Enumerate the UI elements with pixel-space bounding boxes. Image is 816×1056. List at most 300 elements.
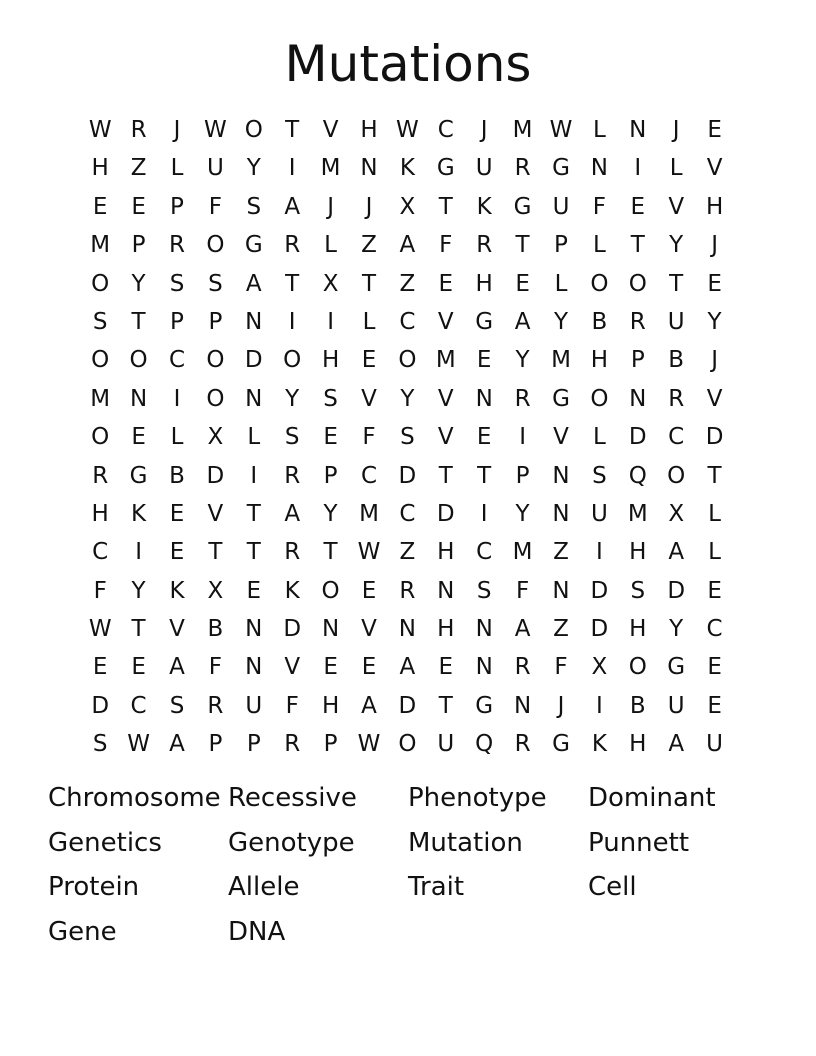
grid-letter: F xyxy=(285,692,299,719)
grid-letter: R xyxy=(399,577,416,604)
grid-letter: Y xyxy=(707,308,722,335)
grid-letter: W xyxy=(396,117,419,143)
grid-letter: V xyxy=(207,500,224,527)
grid-letter: X xyxy=(322,270,339,297)
grid-letter: L xyxy=(708,539,721,566)
grid-letter: D xyxy=(206,462,225,489)
grid-letter: D xyxy=(590,616,609,643)
grid-letter: I xyxy=(173,385,181,412)
grid-letter: Y xyxy=(323,500,338,527)
grid-letter: O xyxy=(206,385,225,412)
grid-letter: N xyxy=(552,462,570,489)
grid-letter: G xyxy=(513,193,532,220)
grid-letter: N xyxy=(398,616,416,643)
grid-letter: H xyxy=(437,539,455,566)
grid-letter: I xyxy=(480,500,488,527)
grid-letter: T xyxy=(477,462,492,489)
grid-letter: C xyxy=(168,347,186,374)
grid-letter: K xyxy=(591,731,607,758)
grid-letter: V xyxy=(437,308,454,335)
grid-letter: E xyxy=(131,193,146,220)
grid-letter: G xyxy=(475,308,494,335)
grid-letter: R xyxy=(514,654,531,681)
grid-letter: F xyxy=(208,193,222,220)
grid-letter: U xyxy=(706,731,723,758)
grid-letter: N xyxy=(513,692,532,719)
grid-letter: T xyxy=(246,539,261,566)
grid-letter: H xyxy=(437,616,455,643)
grid-letter: Z xyxy=(553,539,569,566)
grid-letter: O xyxy=(91,424,110,451)
grid-letter: N xyxy=(245,654,263,681)
grid-letter: S xyxy=(246,193,262,220)
grid-letter: L xyxy=(708,500,721,527)
word-list-item: Genotype xyxy=(228,827,355,858)
grid-letter: R xyxy=(169,232,185,259)
grid-letter: P xyxy=(131,232,146,259)
grid-letter: W xyxy=(357,731,381,758)
grid-letter: O xyxy=(628,270,647,297)
grid-letter: Y xyxy=(515,347,530,374)
grid-letter: V xyxy=(361,385,377,412)
grid-row xyxy=(81,380,734,418)
grid-letter: H xyxy=(629,539,647,566)
grid-letter: D xyxy=(667,577,686,604)
grid-letter: L xyxy=(362,308,376,335)
grid-letter: P xyxy=(208,308,223,335)
grid-letter: D xyxy=(436,500,455,527)
grid-letter: T xyxy=(669,270,684,297)
grid-letter: K xyxy=(399,155,415,182)
grid-letter: F xyxy=(93,577,107,604)
grid-letter: M xyxy=(551,347,571,374)
grid-letter: N xyxy=(629,117,647,143)
grid-letter: S xyxy=(169,270,185,297)
grid-letter: T xyxy=(707,462,722,489)
grid-letter: J xyxy=(365,193,373,220)
grid-letter: J xyxy=(557,692,565,719)
grid-letter: S xyxy=(400,424,415,451)
grid-letter: N xyxy=(552,500,570,527)
grid-row xyxy=(81,648,734,686)
grid-letter: M xyxy=(435,347,456,374)
grid-letter: P xyxy=(170,308,184,335)
word-list-item: Cell xyxy=(588,872,637,902)
grid-row xyxy=(81,418,734,456)
grid-letter: C xyxy=(92,539,109,566)
grid-letter: O xyxy=(590,270,609,297)
grid-letter: C xyxy=(476,539,493,566)
grid-letter: X xyxy=(207,577,224,604)
grid-letter: O xyxy=(398,347,417,374)
grid-letter: T xyxy=(515,232,530,259)
grid-letter: V xyxy=(553,424,569,451)
grid-letter: P xyxy=(554,232,568,259)
grid-letter: E xyxy=(707,692,722,719)
grid-letter: V xyxy=(169,616,185,643)
grid-letter: G xyxy=(436,155,455,182)
grid-row xyxy=(81,149,734,187)
grid-letter: L xyxy=(592,117,606,143)
grid-row xyxy=(81,265,734,303)
grid-letter: I xyxy=(288,308,296,335)
grid-letter: G xyxy=(552,155,570,182)
grid-letter: F xyxy=(439,232,453,259)
grid-letter: Z xyxy=(399,539,416,566)
grid-letter: Z xyxy=(130,155,147,182)
grid-letter: J xyxy=(711,232,718,259)
grid-letter: R xyxy=(284,232,301,259)
word-list-item: Mutation xyxy=(408,827,523,858)
grid-letter: J xyxy=(173,117,181,143)
grid-letter: T xyxy=(246,500,261,527)
grid-letter: L xyxy=(592,232,606,259)
grid-letter: W xyxy=(357,539,381,566)
grid-letter: Y xyxy=(285,385,300,412)
grid-letter: O xyxy=(628,654,647,681)
grid-letter: S xyxy=(92,308,108,335)
grid-letter: T xyxy=(361,270,377,297)
grid-letter: E xyxy=(707,117,722,143)
grid-letter: O xyxy=(206,232,225,259)
grid-letter: I xyxy=(595,692,603,719)
grid-letter: D xyxy=(398,692,417,719)
grid-letter: Z xyxy=(361,232,377,259)
grid-row xyxy=(81,610,734,648)
grid-letter: H xyxy=(91,155,109,182)
grid-letter: A xyxy=(668,731,685,758)
grid-letter: L xyxy=(592,424,606,451)
grid-letter: C xyxy=(130,692,147,719)
grid-letter: P xyxy=(208,731,223,758)
grid-letter: W xyxy=(204,117,227,143)
grid-letter: O xyxy=(398,731,417,758)
grid-letter: T xyxy=(131,308,146,335)
grid-letter: N xyxy=(590,155,608,182)
grid-letter: H xyxy=(705,193,724,220)
grid-letter: O xyxy=(321,577,340,604)
grid-letter: N xyxy=(245,385,263,412)
grid-letter: G xyxy=(129,462,148,489)
grid-letter: R xyxy=(514,385,531,412)
grid-letter: U xyxy=(667,308,685,335)
grid-letter: L xyxy=(324,232,337,259)
grid-letter: P xyxy=(630,347,645,374)
grid-letter: F xyxy=(362,424,376,451)
grid-letter: R xyxy=(207,692,224,719)
grid-letter: G xyxy=(552,385,570,412)
grid-letter: T xyxy=(630,232,645,259)
grid-letter: S xyxy=(92,731,108,758)
grid-letter: E xyxy=(515,270,530,297)
grid-letter: H xyxy=(321,692,340,719)
grid-letter: E xyxy=(361,577,377,604)
word-list-row xyxy=(48,823,768,868)
grid-letter: E xyxy=(707,270,722,297)
grid-letter: E xyxy=(323,654,338,681)
grid-letter: U xyxy=(206,155,224,182)
grid-letter: N xyxy=(360,155,378,182)
grid-letter: A xyxy=(514,616,531,643)
grid-letter: W xyxy=(549,117,573,143)
grid-letter: D xyxy=(628,424,647,451)
word-list-item: Gene xyxy=(48,916,117,947)
grid-letter: H xyxy=(475,270,493,297)
grid-letter: N xyxy=(245,616,263,643)
grid-letter: S xyxy=(208,270,223,297)
grid-letter: H xyxy=(590,347,609,374)
grid-letter: C xyxy=(706,616,723,643)
grid-letter: K xyxy=(476,193,492,220)
grid-letter: P xyxy=(323,462,338,489)
grid-letter: O xyxy=(206,347,225,374)
grid-letter: D xyxy=(398,462,417,489)
grid-letter: M xyxy=(320,155,341,182)
grid-letter: C xyxy=(360,462,378,489)
grid-letter: N xyxy=(629,385,647,412)
grid-letter: N xyxy=(437,577,455,604)
grid-letter: E xyxy=(438,270,454,297)
grid-letter: L xyxy=(170,155,184,182)
grid-letter: P xyxy=(246,731,261,758)
grid-letter: L xyxy=(170,424,184,451)
word-list-row xyxy=(48,867,768,912)
grid-letter: E xyxy=(707,654,722,681)
grid-letter: A xyxy=(668,539,685,566)
grid-letter: C xyxy=(399,500,416,527)
grid-letter: R xyxy=(284,462,301,489)
grid-letter: E xyxy=(438,654,454,681)
grid-letter: D xyxy=(590,577,609,604)
grid-letter: E xyxy=(361,654,377,681)
word-list-item: Genetics xyxy=(48,827,162,858)
grid-letter: B xyxy=(207,616,224,643)
grid-letter: S xyxy=(592,462,607,489)
grid-letter: Q xyxy=(628,462,647,489)
grid-letter: R xyxy=(476,232,493,259)
grid-letter: A xyxy=(284,500,301,527)
grid-letter: O xyxy=(244,117,263,143)
grid-letter: V xyxy=(706,155,723,182)
grid-letter: H xyxy=(321,347,340,374)
grid-letter: B xyxy=(591,308,608,335)
grid-letter: E xyxy=(246,577,262,604)
grid-letter: M xyxy=(627,500,648,527)
grid-letter: I xyxy=(135,539,142,566)
grid-letter: L xyxy=(669,155,683,182)
grid-letter: E xyxy=(630,193,646,220)
grid-letter: F xyxy=(554,654,568,681)
word-list-item: Punnett xyxy=(588,827,690,858)
grid-letter: I xyxy=(595,539,603,566)
grid-letter: K xyxy=(169,577,185,604)
grid-letter: C xyxy=(668,424,685,451)
grid-letter: Z xyxy=(399,270,416,297)
word-list xyxy=(48,778,768,956)
grid-letter: Y xyxy=(400,385,415,412)
grid-letter: R xyxy=(629,308,646,335)
grid-letter: Y xyxy=(515,500,530,527)
grid-letter: E xyxy=(169,539,185,566)
grid-letter: N xyxy=(475,654,493,681)
grid-letter: D xyxy=(283,616,302,643)
grid-letter: F xyxy=(208,654,222,681)
word-list-item: Allele xyxy=(228,872,300,902)
grid-letter: V xyxy=(322,117,339,143)
grid-row xyxy=(81,533,734,571)
grid-letter: V xyxy=(437,385,454,412)
grid-letter: T xyxy=(131,616,146,643)
grid-letter: H xyxy=(629,731,647,758)
grid-letter: N xyxy=(321,616,340,643)
grid-letter: J xyxy=(327,193,334,220)
grid-letter: I xyxy=(634,155,642,182)
grid-letter: E xyxy=(131,424,146,451)
grid-letter: Y xyxy=(131,270,146,297)
grid-letter: A xyxy=(361,692,377,719)
grid-letter: C xyxy=(437,117,454,143)
grid-letter: X xyxy=(668,500,685,527)
word-list-item: Recessive xyxy=(228,783,357,813)
grid-letter: G xyxy=(552,731,570,758)
grid-letter: E xyxy=(169,500,185,527)
grid-letter: M xyxy=(90,232,111,259)
grid-letter: E xyxy=(361,347,377,374)
grid-letter: U xyxy=(590,500,608,527)
grid-letter: A xyxy=(399,232,416,259)
grid-letter: X xyxy=(591,654,608,681)
grid-letter: O xyxy=(91,270,110,297)
grid-letter: T xyxy=(208,539,223,566)
grid-letter: P xyxy=(170,193,184,220)
grid-letter: K xyxy=(284,577,300,604)
grid-letter: V xyxy=(668,193,685,220)
grid-letter: P xyxy=(323,731,338,758)
grid-letter: R xyxy=(514,731,531,758)
grid-letter: I xyxy=(250,462,258,489)
grid-letter: A xyxy=(399,654,416,681)
grid-letter: O xyxy=(129,347,148,374)
grid-letter: T xyxy=(323,539,338,566)
grid-letter: W xyxy=(127,731,150,758)
grid-letter: U xyxy=(667,692,685,719)
grid-letter: H xyxy=(629,616,647,643)
grid-letter: O xyxy=(283,347,302,374)
grid-letter: R xyxy=(92,462,109,489)
grid-row xyxy=(81,188,734,226)
grid-letter: B xyxy=(668,347,685,374)
grid-row xyxy=(81,303,734,341)
grid-row xyxy=(81,341,734,379)
grid-letter: O xyxy=(590,385,609,412)
grid-letter: N xyxy=(475,616,493,643)
grid-letter: G xyxy=(475,692,494,719)
grid-letter: N xyxy=(129,385,148,412)
grid-letter: R xyxy=(668,385,685,412)
grid-letter: R xyxy=(284,731,301,758)
grid-letter: H xyxy=(91,500,109,527)
grid-letter: E xyxy=(707,577,722,604)
grid-letter: U xyxy=(475,155,493,182)
grid-letter: D xyxy=(91,692,110,719)
grid-letter: E xyxy=(476,347,492,374)
grid-letter: R xyxy=(130,117,147,143)
word-list-row xyxy=(48,912,768,957)
grid-letter: N xyxy=(552,577,570,604)
grid-letter: A xyxy=(245,270,262,297)
grid-letter: V xyxy=(284,654,301,681)
grid-letter: S xyxy=(476,577,492,604)
grid-letter: Y xyxy=(553,308,569,335)
grid-letter: E xyxy=(92,193,108,220)
letter-grid xyxy=(81,111,734,764)
page-title: Mutations xyxy=(284,35,532,93)
grid-letter: B xyxy=(169,462,185,489)
grid-letter: J xyxy=(672,117,680,143)
grid-letter: I xyxy=(288,155,296,182)
grid-letter: V xyxy=(361,616,377,643)
grid-letter: T xyxy=(285,117,300,143)
grid-letter: T xyxy=(285,270,300,297)
grid-letter: M xyxy=(512,539,533,566)
grid-letter: I xyxy=(327,308,334,335)
word-list-item: Protein xyxy=(48,872,140,902)
grid-letter: S xyxy=(630,577,646,604)
grid-letter: H xyxy=(360,117,378,143)
grid-letter: R xyxy=(514,155,531,182)
grid-letter: Z xyxy=(553,616,569,643)
grid-row xyxy=(81,111,734,149)
word-list-item: Chromosome xyxy=(48,783,221,813)
grid-letter: M xyxy=(90,385,111,412)
grid-letter: U xyxy=(552,193,570,220)
grid-letter: Y xyxy=(246,155,261,182)
grid-letter: B xyxy=(629,692,646,719)
grid-letter: J xyxy=(480,117,488,143)
grid-letter: D xyxy=(244,347,263,374)
grid-letter: X xyxy=(399,193,416,220)
word-list-row xyxy=(48,778,768,823)
grid-letter: A xyxy=(169,654,185,681)
grid-letter: I xyxy=(519,424,526,451)
grid-letter: E xyxy=(131,654,146,681)
grid-letter: N xyxy=(475,385,493,412)
word-list-item: Trait xyxy=(408,872,465,902)
grid-letter: W xyxy=(88,117,112,143)
grid-letter: O xyxy=(91,347,110,374)
grid-letter: R xyxy=(284,539,301,566)
grid-letter: W xyxy=(88,616,112,643)
grid-letter: U xyxy=(245,692,263,719)
grid-letter: E xyxy=(476,424,492,451)
grid-letter: L xyxy=(247,424,261,451)
grid-letter: E xyxy=(92,654,108,681)
grid-row xyxy=(81,495,734,533)
grid-letter: D xyxy=(705,424,724,451)
grid-letter: J xyxy=(711,347,718,374)
grid-letter: C xyxy=(399,308,416,335)
grid-row xyxy=(81,226,734,264)
grid-letter: N xyxy=(245,308,263,335)
grid-letter: V xyxy=(706,385,723,412)
grid-letter: X xyxy=(207,424,224,451)
grid-letter: O xyxy=(667,462,686,489)
grid-letter: T xyxy=(438,462,453,489)
grid-letter: A xyxy=(514,308,531,335)
grid-letter: Q xyxy=(475,731,494,758)
grid-row xyxy=(81,687,734,725)
grid-letter: S xyxy=(169,692,185,719)
